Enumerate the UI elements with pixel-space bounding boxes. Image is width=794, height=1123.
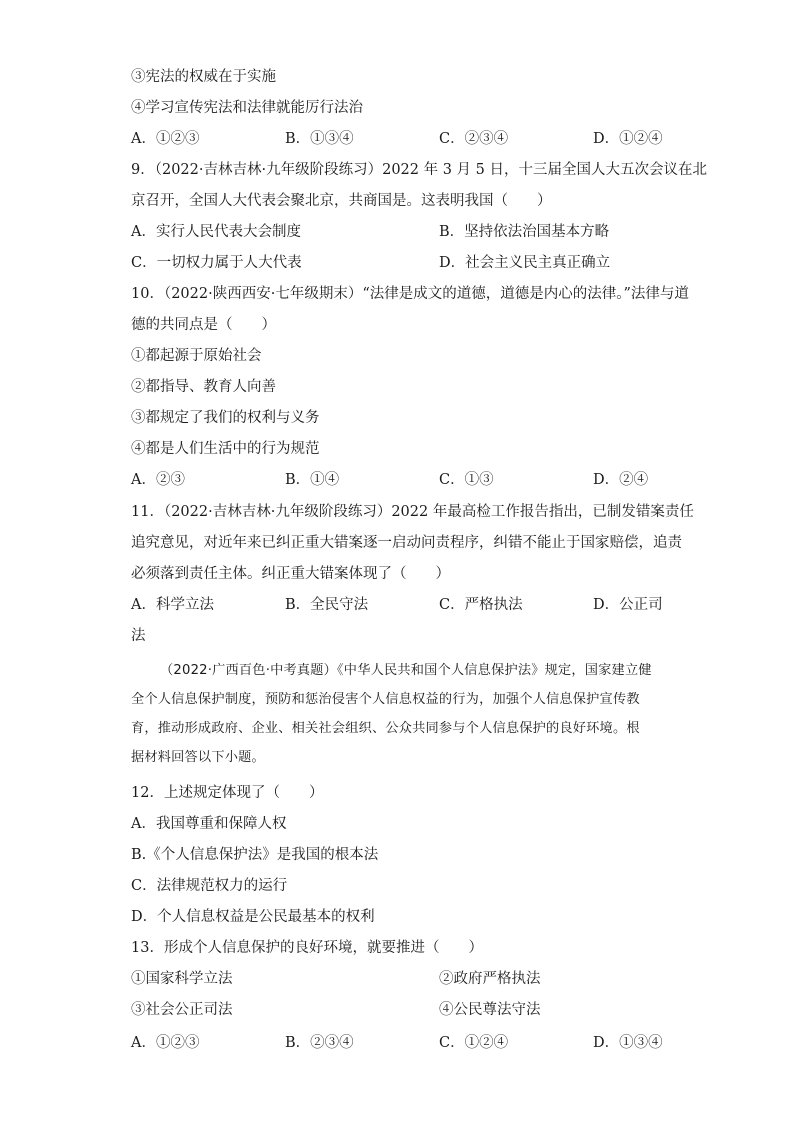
q13-option-c[interactable]: C．①②④: [439, 1035, 509, 1051]
q8-option-a[interactable]: A．①②③: [131, 131, 200, 147]
q11-option-b[interactable]: B．全民守法: [285, 597, 369, 613]
q10-option-c[interactable]: C．①③: [439, 472, 494, 488]
q13-item-1: ①国家科学立法: [131, 971, 233, 987]
q11-option-c[interactable]: C．严格执法: [439, 597, 523, 613]
q10-item-1: ①都起源于原始社会: [131, 348, 262, 364]
q11-stem-line-3: 必须落到责任主体。纠正重大错案体现了（ ）: [131, 566, 450, 582]
q9-option-d[interactable]: D．社会主义民主真正确立: [439, 255, 611, 271]
material-line-1: （2022·广西百色·中考真题）《中华人民共和国个人信息保护法》规定，国家建立健: [160, 663, 652, 678]
q13-option-a[interactable]: A．①②③: [131, 1035, 200, 1051]
q8-item-3: ③宪法的权威在于实施: [131, 69, 276, 85]
q13-stem: 13．形成个人信息保护的良好环境，就要推进（ ）: [131, 940, 483, 956]
q13-item-4: ④公民尊法守法: [439, 1002, 541, 1018]
q12-option-a[interactable]: A．我国尊重和保障人权: [131, 816, 287, 832]
q11-stem-line-2: 追究意见，对近年来已纠正重大错案逐一启动问责程序，纠错不能止于国家赔偿，追责: [131, 535, 682, 551]
q13-item-2: ②政府严格执法: [439, 971, 541, 987]
q12-option-d[interactable]: D．个人信息权益是公民最基本的权利: [131, 909, 375, 925]
q13-item-3: ③社会公正司法: [131, 1002, 233, 1018]
q8-option-d[interactable]: D．①②④: [593, 131, 663, 147]
q10-item-3: ③都规定了我们的权利与义务: [131, 410, 320, 426]
q13-option-d[interactable]: D．①③④: [593, 1035, 663, 1051]
q9-stem-line-2: 京召开，全国人大代表会聚北京，共商国是。这表明我国（ ）: [131, 193, 552, 209]
q12-option-c[interactable]: C．法律规范权力的运行: [131, 878, 288, 894]
q10-stem-line-2: 德的共同点是（ ）: [131, 317, 276, 333]
q9-option-a[interactable]: A．实行人民代表大会制度: [131, 224, 301, 240]
q13-option-b[interactable]: B．②③④: [285, 1035, 354, 1051]
q11-stem-line-1: 11．（2022·吉林吉林·九年级阶段练习）2022 年最高检工作报告指出，已制发错案责任: [131, 504, 694, 520]
q10-option-d[interactable]: D．②④: [593, 472, 649, 488]
q10-option-a[interactable]: A．②③: [131, 472, 185, 488]
material-line-2: 全个人信息保护制度，预防和惩治侵害个人信息权益的行为，加强个人信息保护宣传教: [131, 692, 640, 707]
q10-stem-line-1: 10．（2022·陕西西安·七年级期末）“法律是成文的道德，道德是内心的法律。”法律与道: [131, 286, 689, 302]
q9-option-c[interactable]: C．一切权力属于人大代表: [131, 255, 302, 271]
q11-option-d-wrap: 法: [131, 628, 146, 644]
q12-stem: 12．上述规定体现了（ ）: [131, 785, 324, 801]
q8-option-c[interactable]: C．②③④: [439, 131, 509, 147]
q10-option-b[interactable]: B．①④: [285, 472, 340, 488]
q10-item-4: ④都是人们生活中的行为规范: [131, 441, 320, 457]
q8-option-b[interactable]: B．①③④: [285, 131, 354, 147]
q11-option-a[interactable]: A．科学立法: [131, 597, 214, 613]
q9-stem-line-1: 9．（2022·吉林吉林·九年级阶段练习）2022 年 3 月 5 日，十三届全国人大五次会议在北: [131, 162, 707, 178]
q8-item-4: ④学习宣传宪法和法律就能厉行法治: [131, 100, 363, 116]
material-line-3: 育，推动形成政府、企业、相关社会组织、公众共同参与个人信息保护的良好环境。根: [131, 721, 640, 736]
q9-option-b[interactable]: B．坚持依法治国基本方略: [439, 224, 610, 240]
q10-item-2: ②都指导、教育人向善: [131, 379, 276, 395]
q12-option-b[interactable]: B.《个人信息保护法》是我国的根本法: [131, 847, 379, 863]
q11-option-d[interactable]: D．公正司: [593, 597, 663, 613]
material-line-4: 据材料回答以下小题。: [131, 750, 265, 765]
